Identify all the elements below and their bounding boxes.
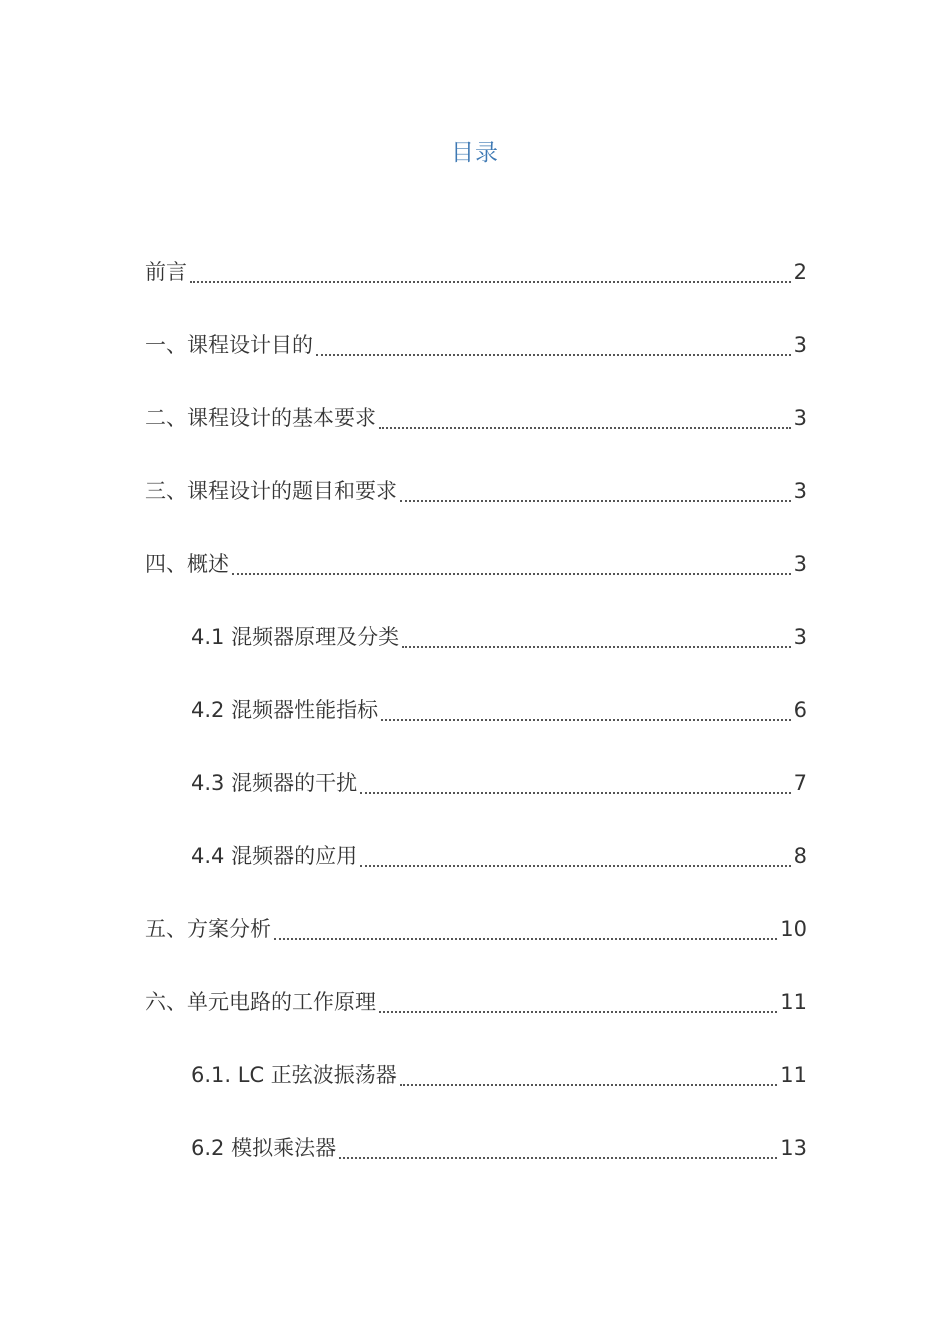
toc-page-number: 3: [793, 406, 807, 430]
toc-entry-title: 一、课程设计目的: [145, 333, 313, 357]
toc-entry[interactable]: [145, 693, 807, 766]
toc-entry[interactable]: [145, 255, 807, 328]
toc-page-number: 11: [780, 990, 807, 1014]
toc-entry-title: 6.1. LC 正弦波振荡器: [191, 1063, 397, 1087]
toc-entry-title: 6.2 模拟乘法器: [191, 1136, 337, 1160]
toc-leader-dots: [400, 1058, 777, 1086]
toc-entry-title: 4.2 混频器性能指标: [191, 698, 379, 722]
toc-entry-title: 六、单元电路的工作原理: [145, 990, 376, 1014]
toc-leader-dots: [190, 255, 791, 283]
toc-leader-dots: [360, 839, 791, 867]
toc-entry-title: 4.1 混频器原理及分类: [191, 625, 400, 649]
toc-title: 目录: [451, 140, 499, 166]
toc-page-number: 6: [793, 698, 807, 722]
toc-entry[interactable]: [145, 474, 807, 547]
toc-entry[interactable]: [145, 1131, 807, 1204]
toc-entry-title: 前言: [145, 260, 187, 284]
toc-entry[interactable]: [145, 912, 807, 985]
toc-entry-title: 4.3 混频器的干扰: [191, 771, 358, 795]
toc-entry[interactable]: [145, 985, 807, 1058]
toc-entry[interactable]: [145, 1058, 807, 1131]
toc-entry-title: 二、课程设计的基本要求: [145, 406, 376, 430]
toc-leader-dots: [339, 1131, 777, 1159]
toc-page-number: 2: [793, 260, 807, 284]
toc-leader-dots: [379, 401, 791, 429]
toc-leader-dots: [381, 693, 791, 721]
toc-page-number: 3: [793, 479, 807, 503]
toc-page-number: 3: [793, 333, 807, 357]
toc-page-number: 10: [780, 917, 807, 941]
toc-entry[interactable]: [145, 547, 807, 620]
toc-page-number: 11: [780, 1063, 807, 1087]
toc-leader-dots: [316, 328, 791, 356]
toc-entry[interactable]: [145, 620, 807, 693]
toc-entry-title: 五、方案分析: [145, 917, 271, 941]
toc-entry-title: 四、概述: [145, 552, 229, 576]
table-of-contents: [145, 255, 807, 1204]
toc-page-number: 13: [780, 1136, 807, 1160]
toc-leader-dots: [274, 912, 777, 940]
toc-leader-dots: [232, 547, 791, 575]
toc-page-number: 3: [793, 552, 807, 576]
toc-entry[interactable]: [145, 328, 807, 401]
toc-entry-title: 4.4 混频器的应用: [191, 844, 358, 868]
toc-entry[interactable]: [145, 766, 807, 839]
toc-entry[interactable]: [145, 401, 807, 474]
toc-leader-dots: [402, 620, 791, 648]
toc-leader-dots: [379, 985, 777, 1013]
toc-page-number: 8: [793, 844, 807, 868]
toc-page-number: 7: [793, 771, 807, 795]
toc-entry-title: 三、课程设计的题目和要求: [145, 479, 397, 503]
toc-leader-dots: [400, 474, 791, 502]
toc-entry[interactable]: [145, 839, 807, 912]
toc-page-number: 3: [793, 625, 807, 649]
toc-leader-dots: [360, 766, 791, 794]
